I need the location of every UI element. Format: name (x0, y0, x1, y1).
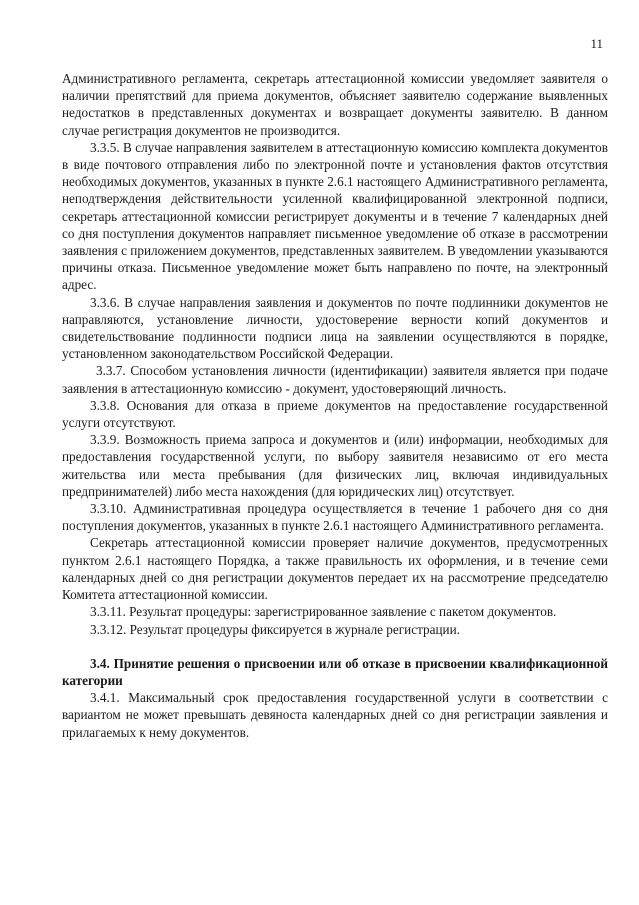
paragraph-3-3-9: 3.3.9. Возможность приема запроса и документов и (или) информации, необходимых для предоставления государственной услуги, по выбору заявителя независимо от его места жительства или места пребывания (для физических лиц, включая индивидуальных предпринимателей) либо места нахождения (для юридических лиц) отсутствует. (62, 432, 608, 499)
paragraph-continuation: Административного регламента, секретарь аттестационной комиссии уведомляет заявителя о наличии препятствий для приема документов, объясняет заявителю содержание выявленных недостатков в представленных документах и возвращает документы заявителю. В данном случае регистрация документов не производится. (62, 71, 608, 138)
paragraph-3-4-1: 3.4.1. Максимальный срок предоставления государственной услуги в соответствии с вариантом не может превышать девяноста календарных дней со дня регистрации заявления и прилагаемых к нему документов. (62, 690, 608, 740)
paragraph-3-3-8: 3.3.8. Основания для отказа в приеме документов на предоставление государственной услуги отсутствуют. (62, 397, 608, 431)
paragraph-secretary: Секретарь аттестационной комиссии проверяет наличие документов, предусмотренных пунктом 2.6.1 настоящего Порядка, а также правильность их оформления, и в течение семи календарных дней со дня регистрации документов передает их на рассмотрение председателю Комитета аттестационной комиссии. (62, 535, 608, 603)
paragraph-3-3-10: 3.3.10. Административная процедура осуществляется в течение 1 рабочего дня со дня поступления документов, указанных в пункте 2.6.1 настоящего Административного регламента. (62, 501, 608, 534)
paragraph-3-3-12: 3.3.12. Результат процедуры фиксируется в журнале регистрации. (90, 621, 460, 637)
paragraph-3-3-7: 3.3.7. Способом установления личности (идентификации) заявителя является при подаче заявления в аттестационную комиссию - документ, удостоверяющий личность. (62, 363, 608, 396)
paragraph-3-3-6: 3.3.6. В случае направления заявления и документов по почте подлинники документов не направляются, установление личности, удостоверение верности копий документов и свидетельствование подлинности подписи лица на заявлении осуществляются в порядке, установленном законодательством Российской Федерации. (62, 294, 608, 362)
section-heading-3-4: 3.4. Принятие решения о присвоении или об отказе в присвоении квалификационной категории (62, 655, 608, 688)
paragraph-3-3-11: 3.3.11. Результат процедуры: зарегистрированное заявление с пакетом документов. (90, 604, 557, 620)
paragraph-3-3-5: 3.3.5. В случае направления заявителем в аттестационную комиссию комплекта документов в виде почтового отправления либо по электронной почте и установления фактов отсутствия необходимых документов, указанных в пункте 2.6.1 настоящего Административного регламента, неподтверждения действительности усиленной квалифицированной электронной подписи, секретарь аттестационной комиссии регистрирует документы и в течение 7 календарных дней со дня поступления документов направляет письменное уведомление об отказе в рассмотрении заявления с приложением документов, представленных заявителем. В уведомлении указываются причины отказа. Письменное уведомление может быть направлено по почте, на электронный адрес. (62, 139, 608, 293)
section-spacer (62, 638, 608, 655)
page-number: 11 (590, 36, 603, 51)
document-body (62, 70, 608, 741)
